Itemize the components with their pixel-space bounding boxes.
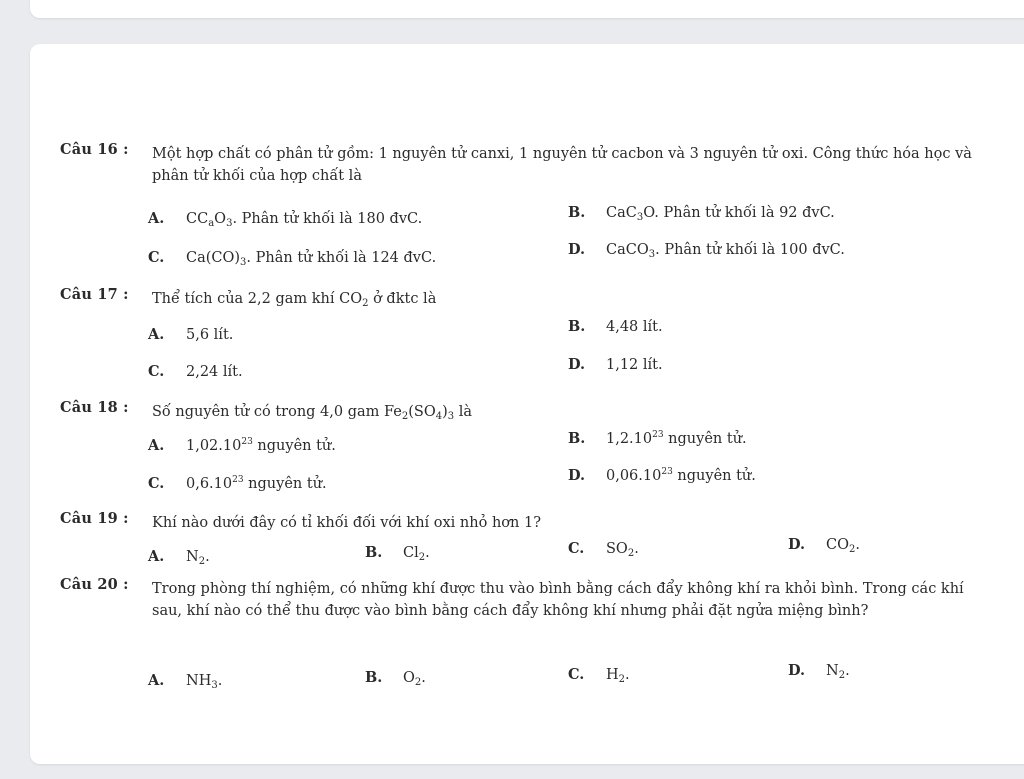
option-letter: D.	[568, 356, 586, 373]
question-text: Trong phòng thí nghiệm, có những khí được thu vào bình bằng cách đẩy không khí ra khỏi bình. Trong các khí sau, khí nào có thể thu được vào bình bằng cách đẩy không khí nhưng phải đặt ngửa miệng bình?	[152, 581, 964, 619]
option-text: $NH_3$.	[186, 673, 223, 691]
option-text: $CC_aO_3$. Phân tử khối là 180 đvC.	[186, 211, 423, 229]
question-label: Câu 18 :	[60, 399, 129, 416]
option-text: CaCO$_3$. Phân tử khối là 100 đvC.	[606, 242, 845, 260]
option-a	[148, 674, 222, 691]
option-b	[568, 320, 663, 335]
question-text: Thể tích của 2,2 gam khí $CO_2$ ở đktc là	[152, 291, 437, 309]
option-letter: D.	[568, 467, 586, 484]
question-20	[60, 578, 980, 622]
option-letter: A.	[148, 672, 165, 689]
option-text: 0,06.10$^{23}$ nguyên tử.	[606, 467, 756, 484]
option-letter: C.	[148, 249, 165, 266]
option-text: 4,48 lít.	[606, 319, 663, 335]
option-text: 1,12 lít.	[606, 357, 663, 373]
option-text: $Cl_2$.	[403, 545, 430, 563]
option-letter: B.	[568, 204, 586, 221]
option-text: $H_2$.	[606, 667, 630, 685]
option-d	[788, 664, 850, 681]
option-letter: B.	[365, 669, 383, 686]
question-label: Câu 16 :	[60, 141, 129, 158]
option-c	[148, 365, 243, 380]
option-letter: B.	[365, 544, 383, 561]
option-text: $O_2$.	[403, 670, 426, 688]
option-letter: A.	[148, 210, 165, 227]
option-text: 0,6.10$^{23}$ nguyên tử.	[186, 475, 327, 492]
question-text: Một hợp chất có phân tử gồm: 1 nguyên tử canxi, 1 nguyên tử cacbon và 3 nguyên tử oxi. Công thức hóa học và phân tử khối của hợp chất là	[152, 146, 972, 184]
option-c	[148, 476, 327, 492]
option-letter: A.	[148, 437, 165, 454]
option-text: 2,24 lít.	[186, 364, 243, 380]
question-18	[60, 401, 980, 428]
option-letter: C.	[148, 363, 165, 380]
option-d	[568, 468, 756, 484]
option-letter: D.	[788, 536, 806, 553]
previous-card	[30, 0, 1024, 18]
option-b	[365, 546, 430, 563]
question-text: Khí nào dưới đây có tỉ khối đối với khí oxi nhỏ hơn 1?	[152, 515, 541, 531]
option-d	[568, 243, 845, 260]
option-letter: D.	[568, 241, 586, 258]
option-text: $Ca(CO)_3$. Phân tử khối là 124 đvC.	[186, 250, 437, 268]
option-text: $N_2$.	[186, 549, 210, 567]
option-a	[148, 438, 336, 454]
question-16	[60, 143, 980, 187]
option-c	[568, 668, 630, 685]
option-text: 1,2.10$^{23}$ nguyên tử.	[606, 430, 747, 447]
option-b	[365, 671, 426, 688]
question-17	[60, 288, 980, 315]
option-a	[148, 328, 233, 343]
option-c	[568, 542, 639, 559]
option-text: 1,02.10$^{23}$ nguyên tử.	[186, 437, 336, 454]
option-letter: C.	[568, 666, 585, 683]
question-label: Câu 20 :	[60, 576, 129, 593]
option-a	[148, 550, 210, 567]
exam-sheet	[60, 88, 990, 750]
option-b	[568, 431, 747, 447]
option-text: CaC$_3$O. Phân tử khối là 92 đvC.	[606, 205, 835, 223]
question-19	[60, 512, 980, 534]
option-letter: B.	[568, 430, 586, 447]
option-text: 5,6 lít.	[186, 327, 234, 343]
option-letter: B.	[568, 318, 586, 335]
option-letter: A.	[148, 548, 165, 565]
option-c	[148, 251, 436, 268]
option-letter: D.	[788, 662, 806, 679]
option-d	[568, 358, 663, 373]
option-letter: C.	[148, 475, 165, 492]
option-a	[148, 212, 422, 229]
option-b	[568, 206, 835, 223]
option-letter: A.	[148, 326, 165, 343]
option-letter: C.	[568, 540, 585, 557]
question-text: Số nguyên tử có trong 4,0 gam $Fe_2(SO_4)_3$ là	[152, 404, 473, 422]
option-text: $N_2$.	[826, 663, 850, 681]
option-text: $CO_2$.	[826, 537, 860, 555]
question-label: Câu 19 :	[60, 510, 129, 527]
question-label: Câu 17 :	[60, 286, 129, 303]
option-d	[788, 538, 860, 555]
option-text: $SO_2$.	[606, 541, 639, 559]
